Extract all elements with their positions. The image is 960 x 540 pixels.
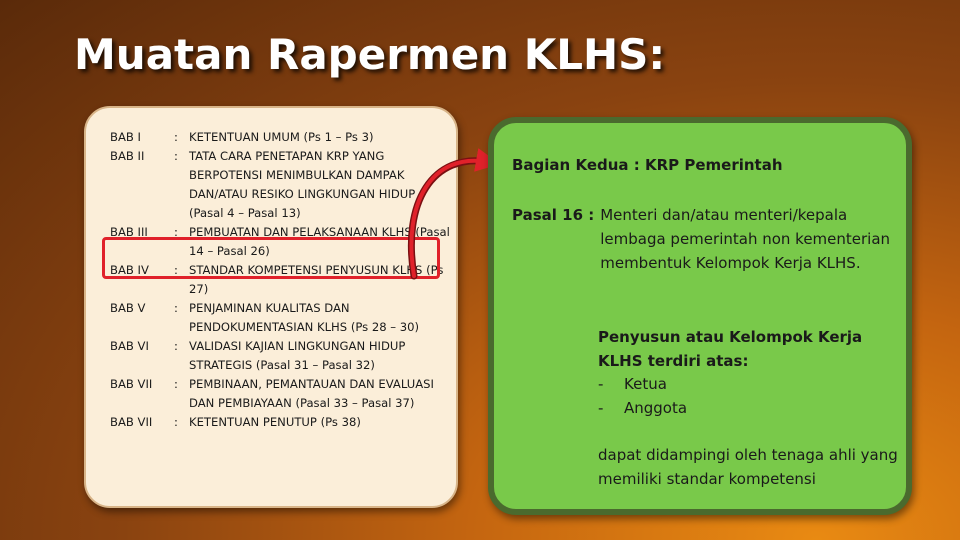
bab-separator: : — [174, 415, 178, 429]
bab-title: KETENTUAN UMUM (Ps 1 – Ps 3) — [189, 130, 374, 144]
bab-number: BAB I — [110, 130, 141, 144]
member-item — [598, 372, 687, 396]
bab-title: TATA CARA PENETAPAN KRP YANG BERPOTENSI MENIMBULKAN DAMPAK DAN/ATAU RESIKO LINGKUNGAN HIDUP (Pasal 4 – Pasal 13) — [189, 149, 416, 220]
member-list — [598, 372, 687, 420]
bab-item — [110, 337, 450, 375]
member-name: Anggota — [624, 399, 688, 417]
bab-number: BAB VI — [110, 339, 149, 353]
bab-title: PENJAMINAN KUALITAS DAN PENDOKUMENTASIAN KLHS (Ps 28 – 30) — [189, 301, 420, 334]
bab-number: BAB II — [110, 149, 145, 163]
bab-separator: : — [174, 130, 178, 144]
pasal-16 — [512, 203, 898, 275]
section-heading: Bagian Kedua : KRP Pemerintah — [512, 156, 783, 174]
bab-separator: : — [174, 225, 178, 239]
bab-title: VALIDASI KAJIAN LINGKUNGAN HIDUP STRATEGIS (Pasal 31 – Pasal 32) — [189, 339, 406, 372]
bab-separator: : — [174, 377, 178, 391]
penyusun-heading: Penyusun atau Kelompok Kerja KLHS terdiri atas: — [598, 328, 863, 370]
bab-item — [110, 413, 450, 432]
slide-title: Muatan Rapermen KLHS: — [74, 30, 666, 79]
bab-separator: : — [174, 339, 178, 353]
bab-item — [110, 375, 450, 413]
pasal-text: Menteri dan/atau menteri/kepala lembaga pemerintah non kementerian membentuk Kelompok Kerja KLHS. — [600, 206, 891, 272]
bab-separator: : — [174, 149, 178, 163]
bab-title: PEMBUATAN DAN PELAKSANAAN KLHS (Pasal 14 – Pasal 26) — [189, 225, 450, 258]
pendamping-text: dapat didampingi oleh tenaga ahli yang memiliki standar kompetensi — [598, 446, 898, 488]
bab-title: KETENTUAN PENUTUP (Ps 38) — [189, 415, 361, 429]
bab-number: BAB IV — [110, 263, 149, 277]
bab-title: PEMBINAAN, PEMANTAUAN DAN EVALUASI DAN PEMBIAYAAN (Pasal 33 – Pasal 37) — [189, 377, 434, 410]
member-name: Ketua — [624, 375, 667, 393]
member-dash: - — [598, 399, 604, 417]
member-item — [598, 396, 687, 420]
pasal-label: Pasal 16 : — [512, 206, 595, 224]
bab-number: BAB V — [110, 301, 146, 315]
krp-pemerintah-panel — [488, 117, 912, 515]
bab-number: BAB VII — [110, 377, 153, 391]
bab-separator: : — [174, 301, 178, 315]
bab-number: BAB III — [110, 225, 148, 239]
bab-number: BAB VII — [110, 415, 153, 429]
bab-title: STANDAR KOMPETENSI PENYUSUN KLHS (Ps 27) — [189, 263, 444, 296]
bab-separator: : — [174, 263, 178, 277]
member-dash: - — [598, 375, 604, 393]
